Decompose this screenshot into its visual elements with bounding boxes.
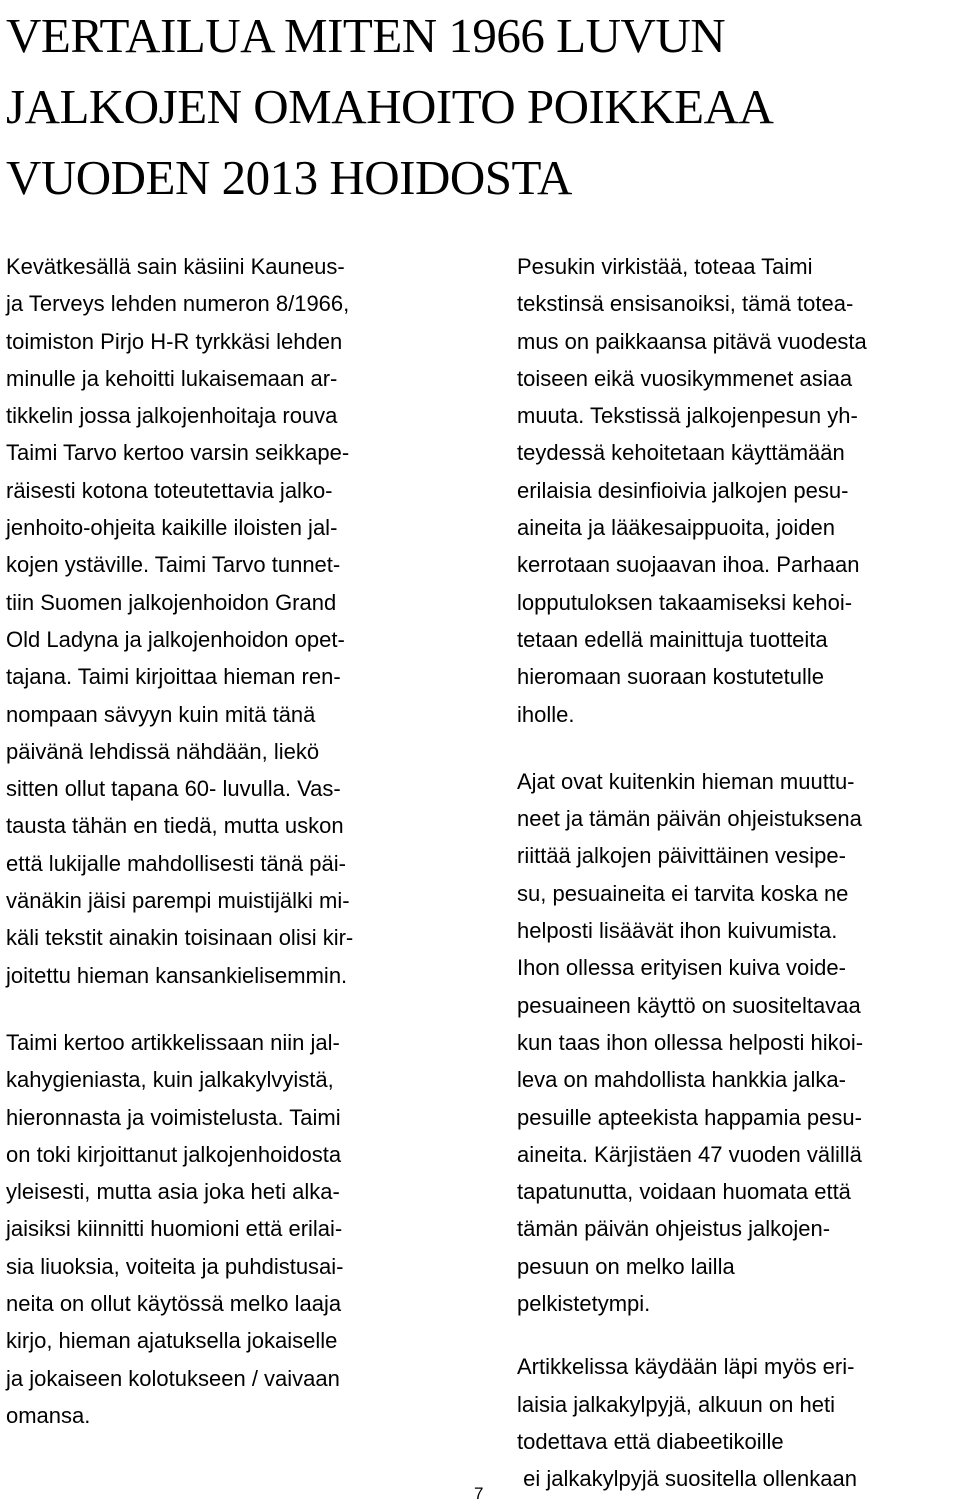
text-line: jaisiksi kiinnitti huomioni että erilai- <box>6 1216 343 1242</box>
text-line: räisesti kotona toteutettavia jalko- <box>6 477 333 503</box>
text-line: toiseen eikä vuosikymmenet asiaa <box>517 365 853 391</box>
text-line: Artikkelissa käydään läpi myös eri- <box>517 1354 855 1380</box>
text-line: helposti lisäävät ihon kuivumista. <box>517 918 838 944</box>
text-line: Kevätkesällä sain käsiini Kauneus- <box>6 254 345 279</box>
right-paragraph-1 <box>517 248 957 733</box>
text-line: Ajat ovat kuitenkin hieman muuttu- <box>517 768 855 794</box>
text-line: ei jalkakylpyjä suositella ollenkaan <box>517 1466 857 1492</box>
text-line: sitten ollut tapana 60- luvulla. Vas- <box>6 776 341 802</box>
text-line: sia liuoksia, voiteita ja puhdistusai- <box>6 1253 344 1279</box>
text-line: omansa. <box>6 1402 91 1428</box>
text-line: Ihon ollessa erityisen kuiva voide- <box>517 955 846 981</box>
left-paragraph-2 <box>6 1024 476 1434</box>
text-line: Taimi Tarvo kertoo varsin seikkape- <box>6 440 350 466</box>
text-line: hieromaan suoraan kostutetulle <box>517 664 824 690</box>
title-line: JALKOJEN OMAHOITO POIKKEAA <box>6 79 774 134</box>
text-line: pesuille apteekista happamia pesu- <box>517 1104 862 1130</box>
title-line: VERTAILUA MITEN 1966 LUVUN <box>6 8 726 63</box>
text-line: kun taas ihon ollessa helposti hikoi- <box>517 1029 864 1055</box>
text-line: leva on mahdollista hankkia jalka- <box>517 1067 846 1093</box>
text-line: kahygieniasta, kuin jalkakylvyistä, <box>6 1067 334 1093</box>
right-column <box>517 248 957 1498</box>
text-line: laisia jalkakylpyjä, alkuun on heti <box>517 1391 835 1417</box>
left-paragraph-1 <box>6 248 476 994</box>
text-line: tausta tähän en tiedä, mutta uskon <box>6 813 344 839</box>
text-line: hieronnasta ja voimistelusta. Taimi <box>6 1104 341 1130</box>
text-line: jenhoito-ohjeita kaikille iloisten jal- <box>6 515 338 541</box>
text-line: aineita ja lääkesaippuoita, joiden <box>517 515 836 541</box>
text-line: kirjo, hieman ajatuksella jokaiselle <box>6 1328 338 1354</box>
text-line: nompaan sävyyn kuin mitä tänä <box>6 701 316 727</box>
page-number: 7 <box>474 1484 484 1503</box>
title-line: VUODEN 2013 HOIDOSTA <box>6 150 572 205</box>
text-line: tekstinsä ensisanoiksi, tämä totea- <box>517 291 854 317</box>
text-line: vänäkin jäisi parempi muistijälki mi- <box>6 888 350 914</box>
text-line: aineita. Kärjistäen 47 vuoden välillä <box>517 1141 862 1167</box>
text-line: kerrotaan suojaavan ihoa. Parhaan <box>517 552 860 578</box>
text-line: todettava että diabeetikoille <box>517 1428 784 1454</box>
right-paragraph-2 <box>517 763 957 1322</box>
text-line: tämän päivän ohjeistus jalkojen- <box>517 1216 831 1242</box>
text-line: ja jokaiseen kolotukseen / vaivaan <box>6 1365 340 1391</box>
text-line: yleisesti, mutta asia joka heti alka- <box>6 1179 340 1205</box>
text-line: Old Ladyna ja jalkojenhoidon opet- <box>6 626 345 652</box>
text-line: teydessä kehoitetaan käyttämään <box>517 440 845 466</box>
article-title <box>6 0 956 213</box>
text-line: on toki kirjoittanut jalkojenhoidosta <box>6 1141 342 1167</box>
paragraph-gap <box>6 994 476 1024</box>
text-line: riittää jalkojen päivittäinen vesipe- <box>517 843 846 869</box>
right-paragraph-3 <box>517 1348 957 1497</box>
text-line: lopputuloksen takaamiseksi kehoi- <box>517 589 853 615</box>
left-column <box>6 248 476 1434</box>
text-line: tikkelin jossa jalkojenhoitaja rouva <box>6 403 338 429</box>
text-line: tiin Suomen jalkojenhoidon Grand <box>6 589 337 615</box>
text-line: iholle. <box>517 701 575 727</box>
text-line: Pesukin virkistää, toteaa Taimi <box>517 254 813 279</box>
text-line: neet ja tämän päivän ohjeistuksena <box>517 806 862 832</box>
text-line: neita on ollut käytössä melko laaja <box>6 1291 342 1317</box>
text-line: että lukijalle mahdollisesti tänä päi- <box>6 850 346 876</box>
text-line: pelkistetympi. <box>517 1291 651 1317</box>
text-line: tajana. Taimi kirjoittaa hieman ren- <box>6 664 341 690</box>
paragraph-gap <box>517 1322 957 1348</box>
text-line: kojen ystäville. Taimi Tarvo tunnet- <box>6 552 341 578</box>
text-line: erilaisia desinfioivia jalkojen pesu- <box>517 477 849 503</box>
text-line: tetaan edellä mainittuja tuotteita <box>517 626 828 652</box>
text-line: käli tekstit ainakin toisinaan olisi kir- <box>6 925 354 951</box>
text-line: pesuun on melko lailla <box>517 1253 735 1279</box>
text-line: mus on paikkaansa pitävä vuodesta <box>517 328 867 354</box>
paragraph-gap <box>517 733 957 763</box>
text-line: joitettu hieman kansankielisemmin. <box>6 962 348 988</box>
text-line: toimiston Pirjo H-R tyrkkäsi lehden <box>6 328 343 354</box>
text-line: päivänä lehdissä nähdään, liekö <box>6 738 320 764</box>
text-line: minulle ja kehoitti lukaisemaan ar- <box>6 365 338 391</box>
text-line: muuta. Tekstissä jalkojenpesun yh- <box>517 403 858 429</box>
text-line: Taimi kertoo artikkelissaan niin jal- <box>6 1029 340 1055</box>
text-line: tapatunutta, voidaan huomata että <box>517 1179 851 1205</box>
text-line: ja Terveys lehden numeron 8/1966, <box>6 291 350 317</box>
text-line: su, pesuaineita ei tarvita koska ne <box>517 880 849 906</box>
text-line: pesuaineen käyttö on suositeltavaa <box>517 992 861 1018</box>
